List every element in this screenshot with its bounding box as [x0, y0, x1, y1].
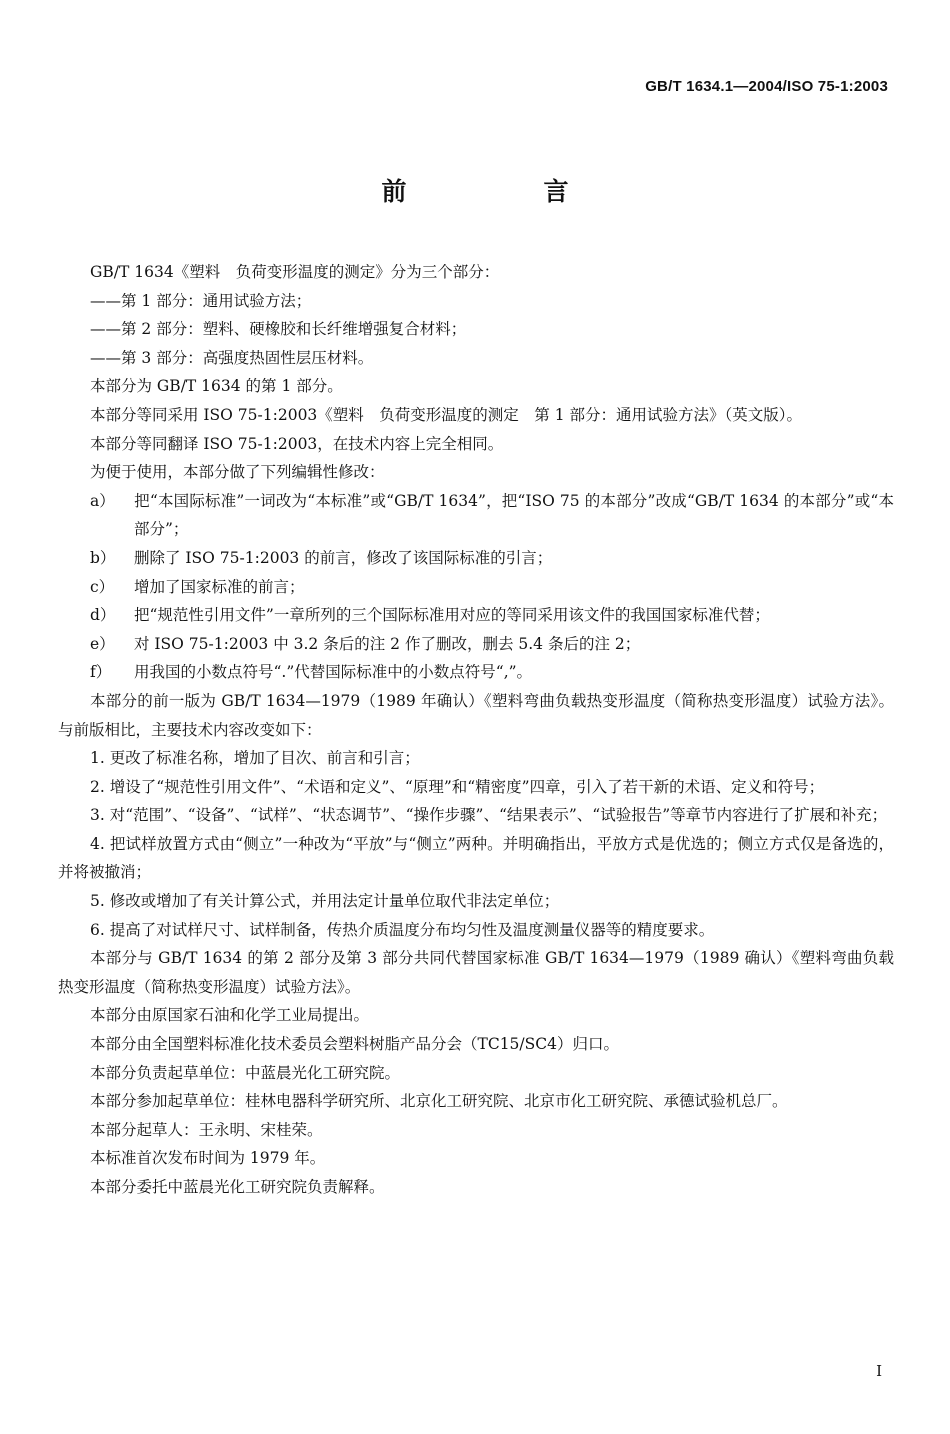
paragraph: 本部分起草人：王永明、宋桂荣。 [90, 1120, 323, 1139]
paragraph: 本标准首次发布时间为 1979 年。 [90, 1149, 326, 1168]
edit-item-text: 把“本国际标准”一词改为“本标准”或“GB/T 1634”，把“ISO 75 的本部分”改成“GB/T 1634 的本部分”或“本部分”； [134, 491, 894, 539]
change-list-item: 6. 提高了对试样尺寸、试样制备，传热介质温度分布均匀性及温度测量仪器等的精度要求。 [90, 920, 715, 939]
change-list-item: 4. 把试样放置方式由“侧立”一种改为“平放”与“侧立”两种。并明确指出，平放方式是优选的；侧立方式仅是备选的，并将被撤消； [58, 834, 894, 882]
edit-item-text: 删除了 ISO 75-1:2003 的前言，修改了该国际标准的引言； [134, 548, 553, 567]
edit-item-label: b） [90, 548, 116, 567]
paragraph: 本部分由全国塑料标准化技术委员会塑料树脂产品分会（TC15/SC4）归口。 [90, 1035, 619, 1054]
edit-item-label: a） [90, 491, 115, 510]
edit-list-item [58, 658, 894, 687]
change-list-item: 2. 增设了“规范性引用文件”、“术语和定义”、“原理”和“精密度”四章，引入了若干新的术语、定义和符号； [90, 777, 825, 796]
edit-item-text: 对 ISO 75-1:2003 中 3.2 条后的注 2 作了删改，删去 5.4 条后的注 2； [134, 634, 641, 653]
paragraph: 为便于使用，本部分做了下列编辑性修改： [90, 463, 385, 482]
edit-list-item [58, 544, 894, 573]
edit-item-text: 增加了国家标准的前言； [134, 577, 305, 596]
paragraph: 本部分负责起草单位：中蓝晨光化工研究院。 [90, 1063, 401, 1082]
edit-item-label: e） [90, 634, 115, 653]
paragraph: 本部分与 GB/T 1634 的第 2 部分及第 3 部分共同代替国家标准 GB/T 1634—1979（1989 确认）《塑料弯曲负载热变形温度（简称热变形温度）试验方法》。 [58, 949, 894, 996]
part-list-item: ——第 1 部分：通用试验方法； [90, 291, 312, 310]
edit-list-item [58, 573, 894, 602]
change-list-item: 5. 修改或增加了有关计算公式，并用法定计量单位取代非法定单位； [90, 892, 560, 911]
part-list-item: ——第 3 部分：高强度热固性层压材料。 [90, 348, 374, 367]
previous-version-paragraph: 本部分的前一版为 GB/T 1634—1979（1989 年确认）《塑料弯曲负载热变形温度（简称热变形温度）试验方法》。与前版相比，主要技术内容改变如下： [58, 691, 894, 739]
paragraph: 本部分等同采用 ISO 75-1:2003《塑料 负荷变形温度的测定 第 1 部分：通用试验方法》（英文版）。 [90, 405, 803, 424]
edit-item-text: 用我国的小数点符号“.”代替国际标准中的小数点符号“,”。 [134, 663, 533, 682]
edit-list-item [58, 487, 894, 544]
paragraph: 本部分由原国家石油和化学工业局提出。 [90, 1006, 370, 1025]
edit-item-text: 把“规范性引用文件”一章所列的三个国际标准用对应的等同采用该文件的我国国家标准代替； [134, 606, 770, 625]
change-list-item: 3. 对“范围”、“设备”、“试样”、“状态调节”、“操作步骤”、“结果表示”、“试验报告”等章节内容进行了扩展和补充； [90, 806, 888, 825]
edit-list-item [58, 601, 894, 630]
paragraph: 本部分等同翻译 ISO 75-1:2003，在技术内容上完全相同。 [90, 434, 504, 453]
paragraph: 本部分委托中蓝晨光化工研究院负责解释。 [90, 1178, 385, 1196]
paragraph: 本部分参加起草单位：桂林电器科学研究所、北京化工研究院、北京市化工研究院、承德试验机总厂。 [90, 1092, 788, 1111]
page-number: I [876, 1362, 882, 1380]
edit-item-label: d） [90, 606, 116, 625]
page-title: 前 言 [381, 177, 625, 206]
change-list-item: 1. 更改了标准名称，增加了目次、前言和引言； [90, 749, 420, 768]
foreword-body [58, 258, 894, 1202]
edit-list-item [58, 630, 894, 659]
part-list-item: ——第 2 部分：塑料、硬橡胶和长纤维增强复合材料； [90, 320, 467, 339]
edit-item-label: c） [90, 577, 115, 596]
paragraph: 本部分为 GB/T 1634 的第 1 部分。 [90, 377, 343, 396]
intro-paragraph: GB/T 1634《塑料 负荷变形温度的测定》分为三个部分： [90, 263, 500, 281]
edit-item-label: f） [90, 663, 112, 682]
standard-number-header: GB/T 1634.1—2004/ISO 75-1:2003 [645, 78, 888, 95]
